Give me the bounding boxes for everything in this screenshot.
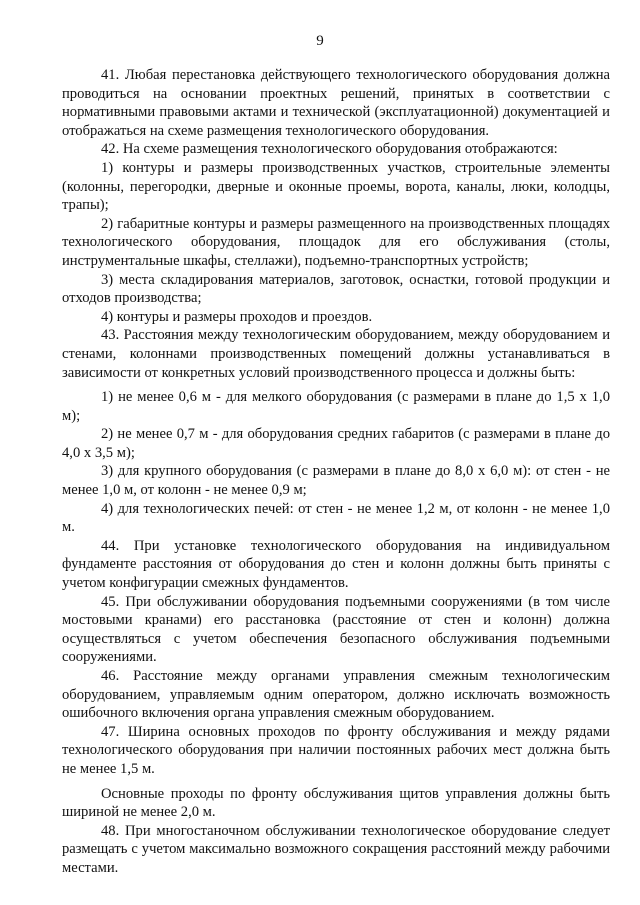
paragraph-45: 45. При обслуживании оборудования подъемными сооружениями (в том числе мостовыми кранами) его расстановка (расстояние от стен и колонн) должна осуществляться с учетом обеспечения безопасного обслуживания подъемными сооружениями.	[62, 593, 610, 666]
list-item-43-2: 2) не менее 0,7 м - для оборудования средних габаритов (с размерами в плане до 4,0 х 3,5 м);	[62, 426, 610, 461]
list-item-42-1: 1) контуры и размеры производственных участков, строительные элементы (колонны, перегородки, дверные и оконные проемы, ворота, каналы, люки, колодцы, трапы);	[62, 159, 610, 214]
list-item-42-2: 2) габаритные контуры и размеры размещенного на производственных площадях технологического оборудования, площадок для его обслуживания (столы, инструментальные шкафы, стеллажи), подъемно-транспортных устройств;	[62, 215, 610, 269]
paragraph-42: 42. На схеме размещения технологического оборудования отображаются:	[101, 141, 558, 158]
paragraph-41: 41. Любая перестановка действующего технологического оборудования должна проводиться на основании проектных решений, принятых в соответствии с нормативными правовыми актами и технической (эксплуатационной) документацией и отображаться на схеме размещения технологического оборудования.	[62, 67, 610, 139]
paragraph-44: 44. При установке технологического оборудования на индивидуальном фундаменте расстояния от оборудования до стен и колонн должны быть приняты с учетом конфигурации смежных фундаментов.	[62, 537, 610, 592]
paragraph-48: 48. При многостаночном обслуживании технологическое оборудование следует размещать с учетом максимально возможного сокращения расстояний между рабочими местами.	[62, 822, 610, 876]
list-item-43-1: 1) не менее 0,6 м - для мелкого оборудования (с размерами в плане до 1,5 х 1,0 м);	[62, 389, 610, 424]
list-item-42-4: 4) контуры и размеры проходов и проездов.	[101, 308, 373, 325]
list-item-43-3: 3) для крупного оборудования (с размерами в плане до 8,0 х 6,0 м): от стен - не менее 1,0 м, от колонн - не менее 0,9 м;	[62, 463, 610, 499]
paragraph-43: 43. Расстояния между технологическим оборудованием, между оборудованием и стенами, колоннами производственных помещений должны устанавливаться в зависимости от конкретных условий производственного процесса и должны быть:	[62, 327, 610, 381]
list-item-42-3: 3) места складирования материалов, заготовок, оснастки, готовой продукции и отходов производства;	[62, 271, 610, 307]
list-item-43-4: 4) для технологических печей: от стен - не менее 1,2 м, от колонн - не менее 1,0 м.	[62, 500, 610, 536]
paragraph-47-continuation: Основные проходы по фронту обслуживания щитов управления должны быть шириной не менее 2,0 м.	[62, 785, 610, 821]
paragraph-47: 47. Ширина основных проходов по фронту обслуживания и между рядами технологического оборудования при наличии постоянных рабочих мест должна быть не менее 1,5 м.	[62, 723, 610, 777]
document-body	[62, 66, 610, 878]
page-number: 9	[316, 33, 324, 49]
paragraph-46: 46. Расстояние между органами управления смежным технологическим оборудованием, управляемым одним оператором, должно исключать возможность ошибочного включения органа управления смежным оборудованием.	[62, 668, 610, 722]
